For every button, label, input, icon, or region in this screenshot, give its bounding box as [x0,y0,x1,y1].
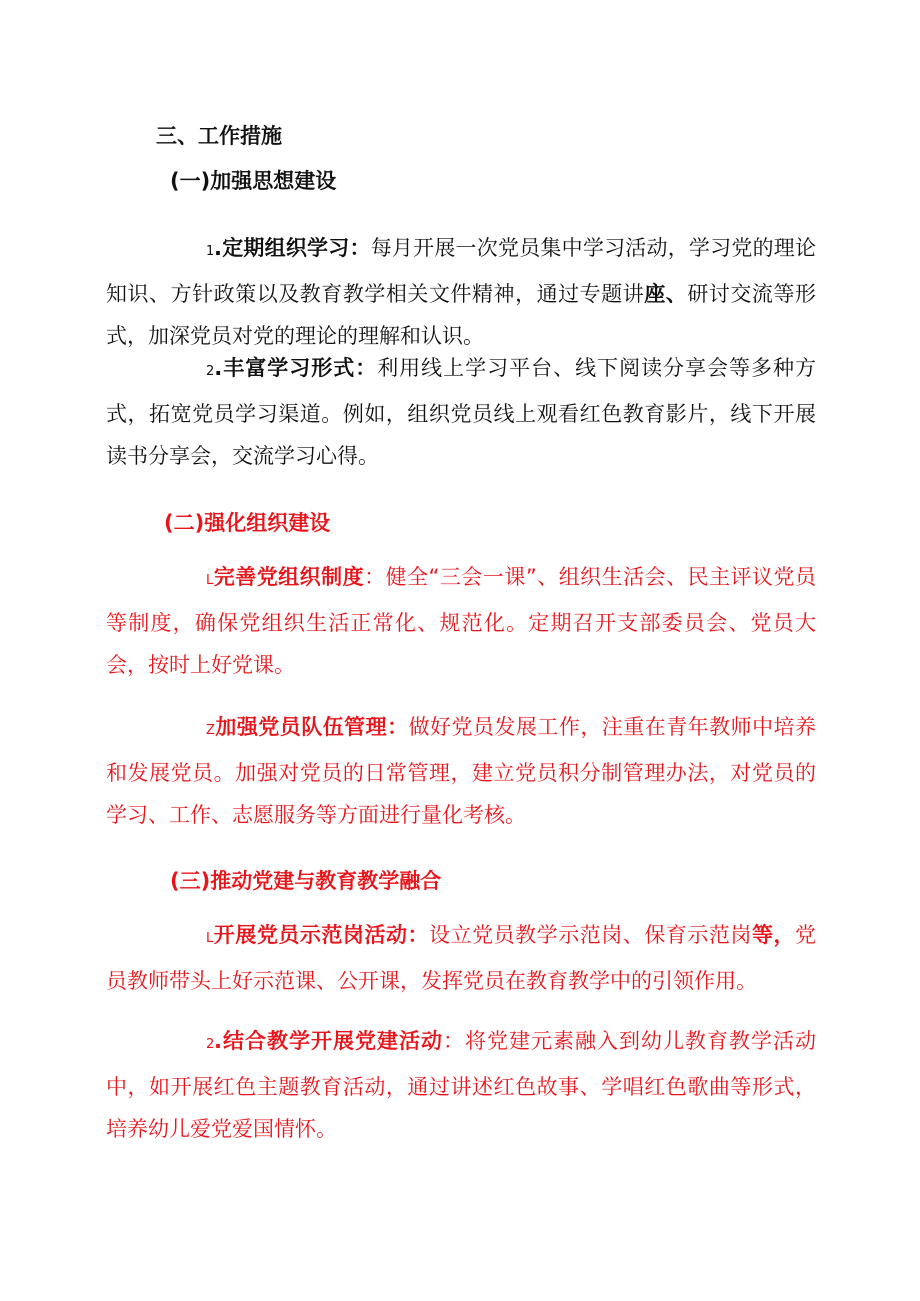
item-lead: .丰富学习形式： [214,356,378,380]
item-lead: 加强党员队伍管理： [214,715,409,739]
subsection-heading-1: (一)加强思想建设 [170,169,337,193]
item-number: L [206,931,214,946]
item-number: 1 [206,244,215,259]
subsection-heading-3: (三)推动党建与教育教学融合 [170,869,442,893]
paragraph-model-post [106,914,816,1002]
item-lead: .结合教学开展党建活动 [214,1029,443,1053]
paragraph-member-management [106,706,816,836]
paragraph-regular-study [106,227,816,357]
item-text: 做好党员发展工作，注重在青年教师中培养和发展党员。加强对党员的日常管理，建立党员积分制管理办法，对党员的学习、工作、志愿服务等方面进行量化考核。 [106,715,817,827]
item-lead: 完善党组织制度 [213,565,365,589]
item-text: 党员教师带头上好示范课、公开课，发挥党员在教育教学中的引领作用。 [106,923,817,993]
subsection-heading-2: (二)强化组织建设 [164,511,331,535]
item-number: L [206,573,214,588]
item-number: 2 [206,1037,215,1052]
item-lead: 开展党员示范岗活动： [213,923,430,947]
paragraph-party-system [106,556,816,686]
item-text: ：将党建元素融入到幼儿教育教学活动中，如开展红色主题教育活动，通过讲述红色故事、学唱红色歌曲等形式，培养幼儿爱党爱国情怀。 [106,1029,816,1141]
item-text: 设立党员教学示范岗、保育示范岗 [429,923,752,947]
item-text: ：健全“三会一课”、组织生活会、民主评议党员等制度，确保党组织生活正常化、规范化。定期召开支部委员会、党员大会，按时上好党课。 [106,565,816,677]
item-number: Z [206,723,215,738]
item-text: 研讨交流等形式，加深党员对党的理论的理解和认识。 [106,282,816,348]
section-heading: 三、工作措施 [156,124,282,148]
item-text-bold: 座、 [644,282,688,306]
item-number: 2 [206,364,215,379]
item-text-bold: 等， [751,923,796,947]
item-text: 每月开展一次党员集中学习活动，学习党的理论知识、方针政策以及教育教学相关文件精神，通过专题讲 [106,236,816,306]
paragraph-teaching-activities [106,1020,816,1150]
item-lead: .定期组织学习： [214,236,371,260]
paragraph-study-forms [106,347,816,477]
item-text: 利用线上学习平台、线下阅读分享会等多种方式，拓宽党员学习渠道。例如，组织党员线上观看红色教育影片，线下开展读书分享会，交流学习心得。 [106,356,816,468]
